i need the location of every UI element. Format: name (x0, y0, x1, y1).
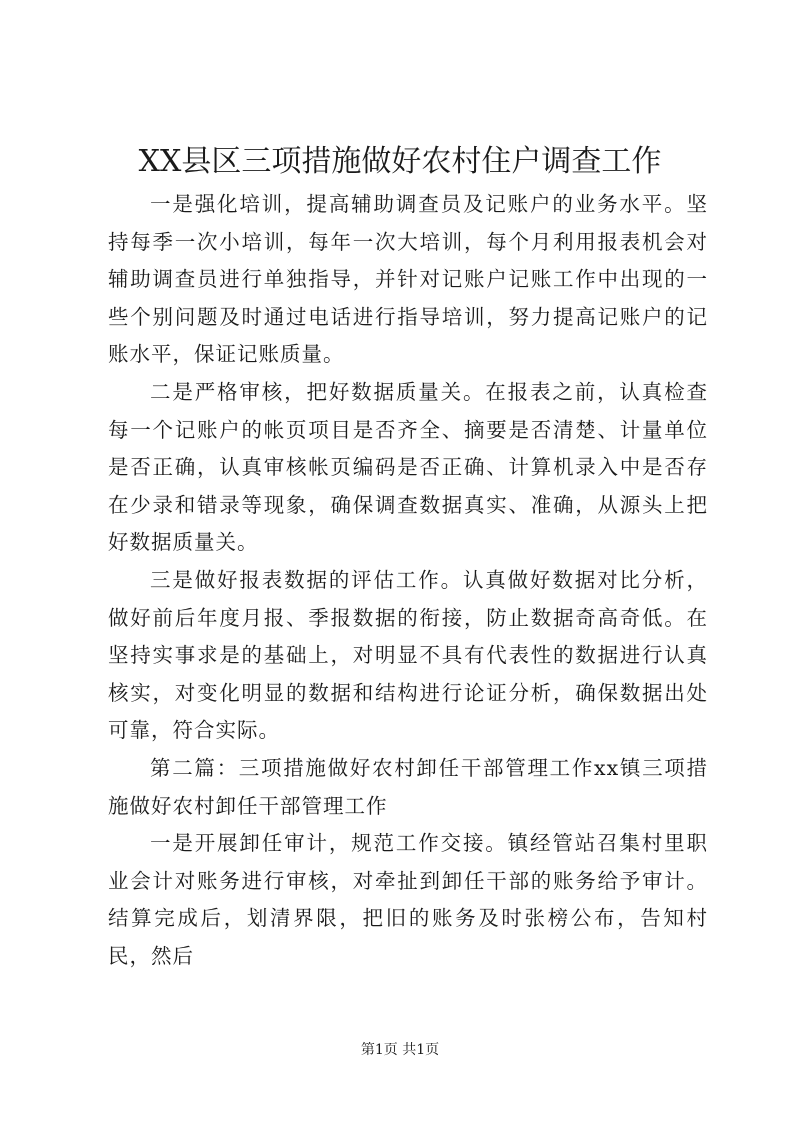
document-body (108, 186, 708, 975)
page-footer: 第1页 共1页 (360, 1042, 440, 1058)
paragraph-training: 一是强化培训，提高辅助调查员及记账户的业务水平。坚持每季一次小培训，每年一次大培训，每个月利用报表机会对辅助调查员进行单独指导，并针对记账户记账工作中出现的一些个别问题及时通过电话进行指导培训，努力提高记账户的记账水平，保证记账质量。 (108, 192, 708, 367)
paragraph-audit: 一是开展卸任审计，规范工作交接。镇经管站召集村里职业会计对账务进行审核，对牵扯到卸任干部的账务给予审计。结算完成后，划清界限，把旧的账务及时张榜公布，告知村民，然后 (108, 831, 708, 968)
paragraph-review: 二是严格审核，把好数据质量关。在报表之前，认真检查每一个记账户的帐页项目是否齐全、摘要是否清楚、计量单位是否正确，认真审核帐页编码是否正确、计算机录入中是否存在少录和错录等现象，确保调查数据真实、准确，从源头上把好数据质量关。 (108, 379, 708, 555)
document-title: XX县区三项措施做好农村住户调查工作 (138, 144, 662, 179)
paragraph-evaluation: 三是做好报表数据的评估工作。认真做好数据对比分析，做好前后年度月报、季报数据的衔接，防止数据奇高奇低。在坚持实事求是的基础上，对明显不具有代表性的数据进行认真核实，对变化明显的数据和结构进行论证分析，确保数据出处可靠，符合实际。 (108, 567, 708, 743)
paragraph-second-article-heading: 第二篇：三项措施做好农村卸任干部管理工作xx镇三项措施做好农村卸任干部管理工作 (108, 755, 708, 818)
